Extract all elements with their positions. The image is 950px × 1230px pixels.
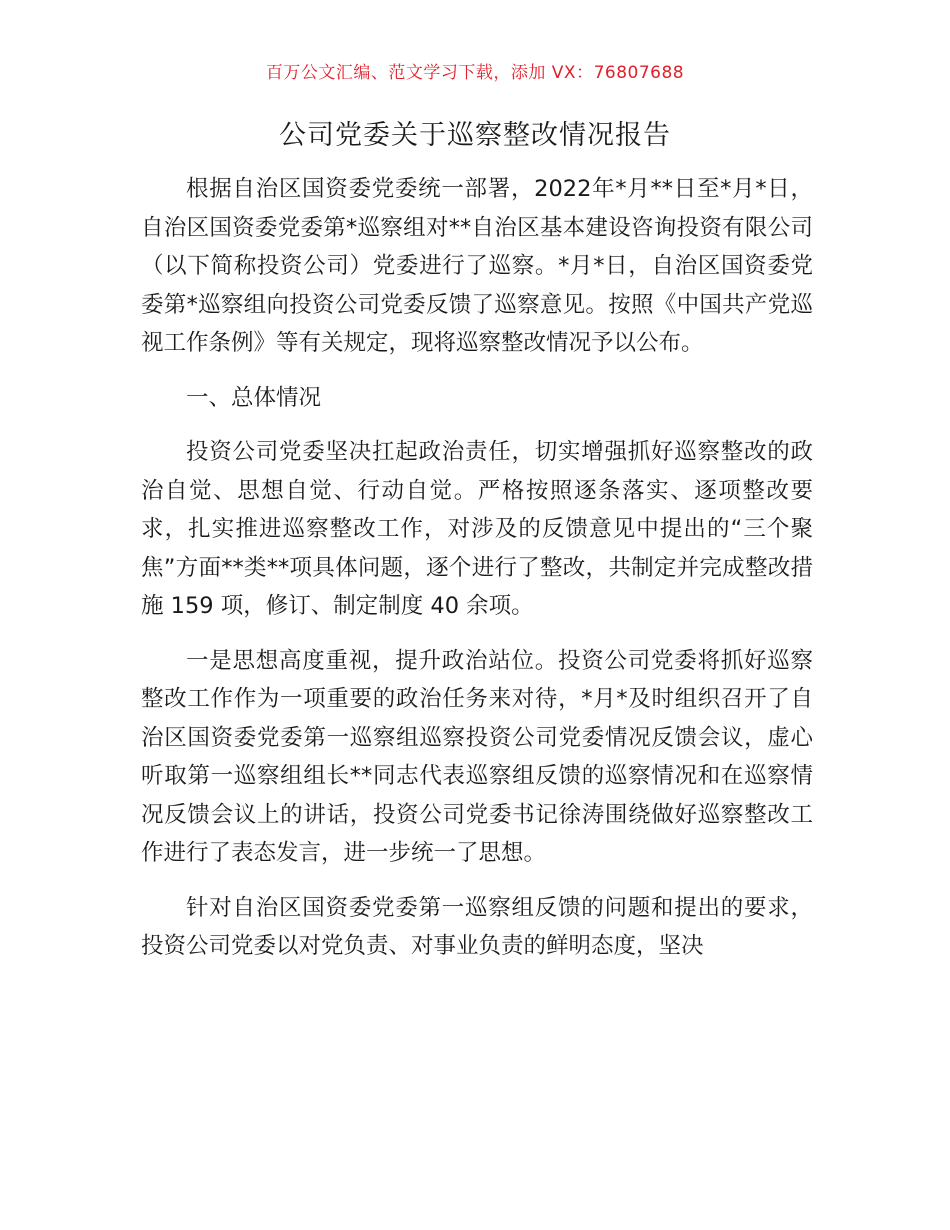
paragraph-response: 针对自治区国资委党委第一巡察组反馈的问题和提出的要求，投资公司党委以对党负责、对事业负责的鲜明态度，坚决: [141, 894, 813, 959]
paragraph-point-one: 一是思想高度重视，提升政治站位。投资公司党委将抓好巡察整改工作作为一项重要的政治任务来对待，*月*及时组织召开了自治区国资委党委第一巡察组巡察投资公司党委情况反馈会议，虚心听取第一巡察组组长**同志代表巡察组反馈的巡察情况和在巡察情况反馈会议上的讲话，投资公司党委书记徐涛围绕做好巡察整改工作进行了表态发言，进一步统一了思想。: [141, 647, 813, 866]
paragraph-intro: 根据自治区国资委党委统一部署，2022年*月**日至*月*日，自治区国资委党委第*巡察组对**自治区基本建设咨询投资有限公司（以下简称投资公司）党委进行了巡察。*月*日，自治区国资委党委第*巡察组向投资公司党委反馈了巡察意见。按照《中国共产党巡视工作条例》等有关规定，现将巡察整改情况予以公布。: [141, 176, 813, 356]
watermark-header: 百万公文汇编、范文学习下载，添加 VX：76807688: [265, 63, 685, 83]
document-body: [141, 170, 813, 966]
page-title: 公司党委关于巡察整改情况报告: [279, 120, 671, 151]
section-heading-overview: 一、总体情况: [186, 384, 322, 411]
paragraph-overview: 投资公司党委坚决扛起政治责任，切实增强抓好巡察整改的政治自觉、思想自觉、行动自觉。严格按照逐条落实、逐项整改要求，扎实推进巡察整改工作，对涉及的反馈意见中提出的“三个聚焦”方面**类**项具体问题，逐个进行了整改，共制定并完成整改措施 159 项，修订、制定制度 40 余项。: [141, 439, 813, 619]
